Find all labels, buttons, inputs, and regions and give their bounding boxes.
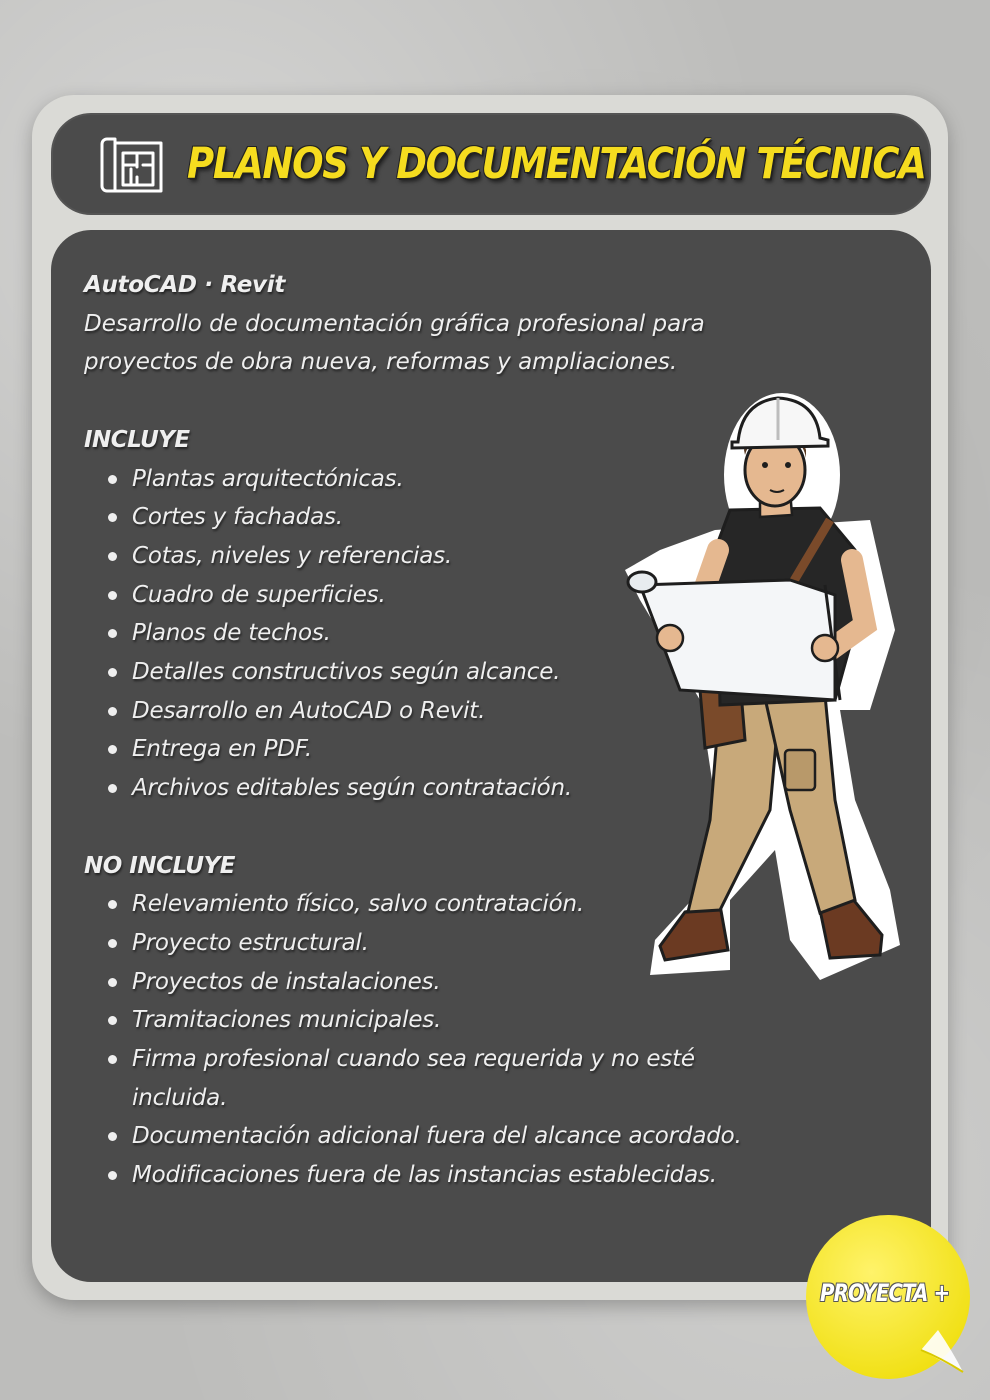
list-item: Firma profesional cuando sea requerida y no esté incluida. [84,1040,784,1117]
list-item: Entrega en PDF. [84,730,784,769]
description: Desarrollo de documentación gráfica profesional para proyectos de obra nueva, reformas y ampliaciones. [84,310,705,376]
page-title: PLANOS Y DOCUMENTACIÓN TÉCNICA [187,139,926,189]
worker-illustration [620,380,910,990]
list-item: Plantas arquitectónicas. [84,460,784,499]
list-item: Documentación adicional fuera del alcance acordado. [84,1117,784,1156]
list-item: Proyectos de instalaciones. [84,963,784,1002]
list-item: Desarrollo en AutoCAD o Revit. [84,692,784,731]
header-bar [51,113,931,215]
list-item: Tramitaciones municipales. [84,1001,784,1040]
brand-label [820,1279,950,1307]
list-item: Relevamiento físico, salvo contratación. [84,885,784,924]
list-item: Modificaciones fuera de las instancias establecidas. [84,1156,784,1195]
list-item: Proyecto estructural. [84,924,784,963]
brand-name: PROYECTA [820,1279,928,1307]
list-item: Cortes y fachadas. [84,498,784,537]
includes-title: INCLUYE [84,426,190,453]
list-item: Cuadro de superficies. [84,576,784,615]
list-item: Planos de techos. [84,614,784,653]
excludes-title: NO INCLUYE [84,852,235,879]
list-item: Cotas, niveles y referencias. [84,537,784,576]
list-item: Detalles constructivos según alcance. [84,653,784,692]
tools-label: AutoCAD · Revit [84,272,286,298]
plus-icon: + [933,1279,950,1307]
list-item: Archivos editables según contratación. [84,769,784,808]
blueprint-icon [99,133,165,197]
